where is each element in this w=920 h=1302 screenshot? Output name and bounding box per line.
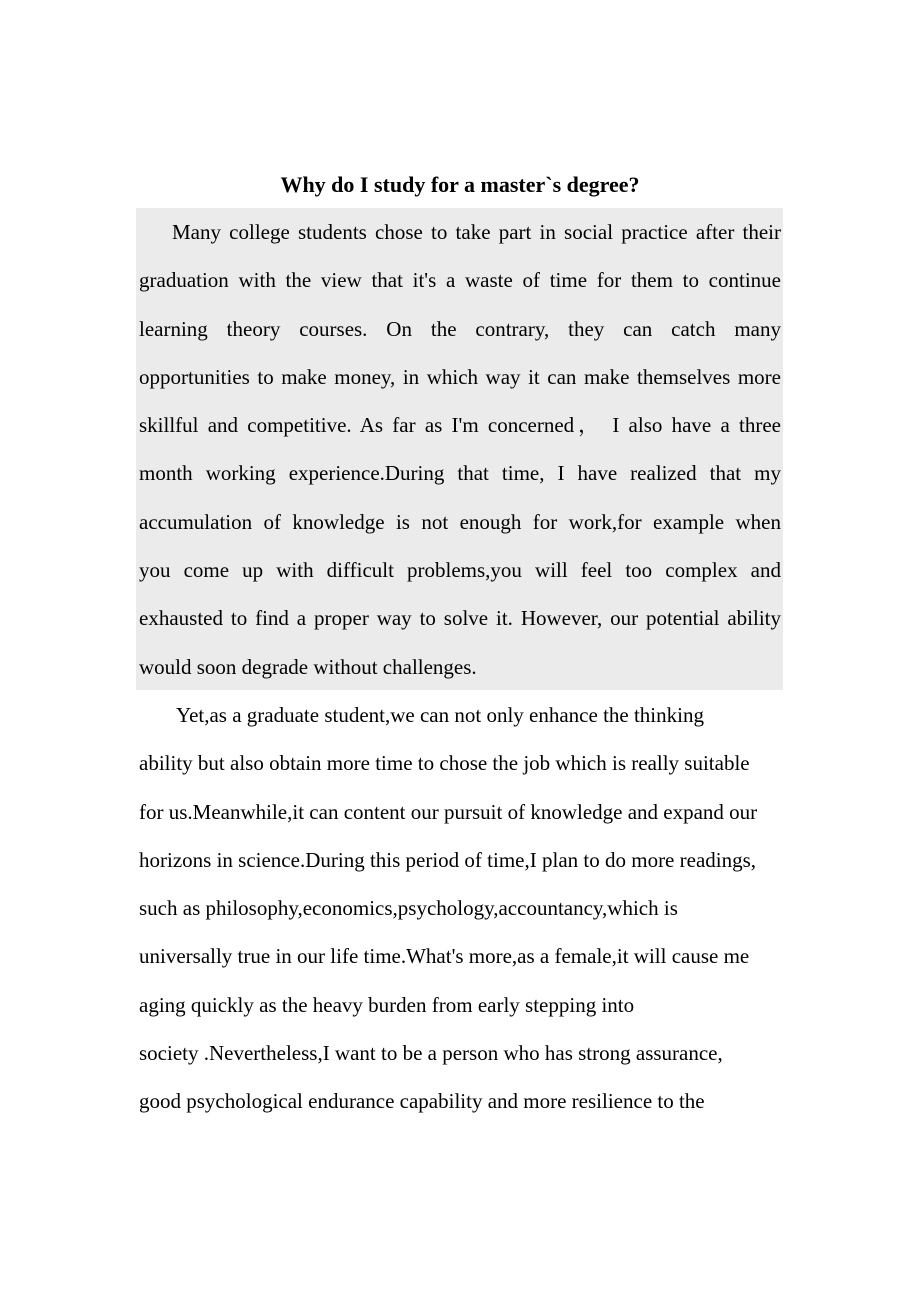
text-line: such as philosophy,economics,psychology,accountancy,which is bbox=[139, 896, 678, 921]
text-line: would soon degrade without challenges. bbox=[139, 654, 477, 679]
text-line: society .Nevertheless,I want to be a person who has strong assurance, bbox=[139, 1041, 723, 1066]
text-line: graduation with the view that it's a waste of time for them to continue bbox=[139, 268, 781, 293]
text-line: good psychological endurance capability and more resilience to the bbox=[139, 1089, 705, 1114]
text-line: month working experience.During that time, I have realized that my bbox=[139, 461, 781, 486]
text-line: exhausted to find a proper way to solve it. However, our potential ability bbox=[139, 606, 781, 631]
text-line: accumulation of knowledge is not enough for work,for example when bbox=[139, 509, 781, 534]
text-line: learning theory courses. On the contrary, they can catch many bbox=[139, 316, 781, 341]
text-line: for us.Meanwhile,it can content our pursuit of knowledge and expand our bbox=[139, 799, 758, 824]
document-title: Why do I study for a master`s degree? bbox=[280, 172, 640, 197]
text-line: Many college students chose to take part in social practice after their bbox=[172, 220, 781, 244]
text-line: aging quickly as the heavy burden from early stepping into bbox=[139, 992, 635, 1017]
text-line: Yet,as a graduate student,we can not only enhance the thinking bbox=[176, 703, 704, 727]
text-line: skillful and competitive. As far as I'm concerned， I also have a three bbox=[139, 413, 781, 438]
text-line: universally true in our life time.What's more,as a female,it will cause me bbox=[139, 944, 750, 969]
text-line: you come up with difficult problems,you will feel too complex and bbox=[139, 558, 781, 583]
text-line: horizons in science.During this period of time,I plan to do more readings, bbox=[139, 847, 757, 872]
paragraph-2 bbox=[139, 691, 781, 1126]
text-line: ability but also obtain more time to chose the job which is really suitable bbox=[139, 751, 750, 776]
paragraph-1 bbox=[139, 208, 781, 691]
text-line: opportunities to make money, in which way it can make themselves more bbox=[139, 364, 781, 389]
